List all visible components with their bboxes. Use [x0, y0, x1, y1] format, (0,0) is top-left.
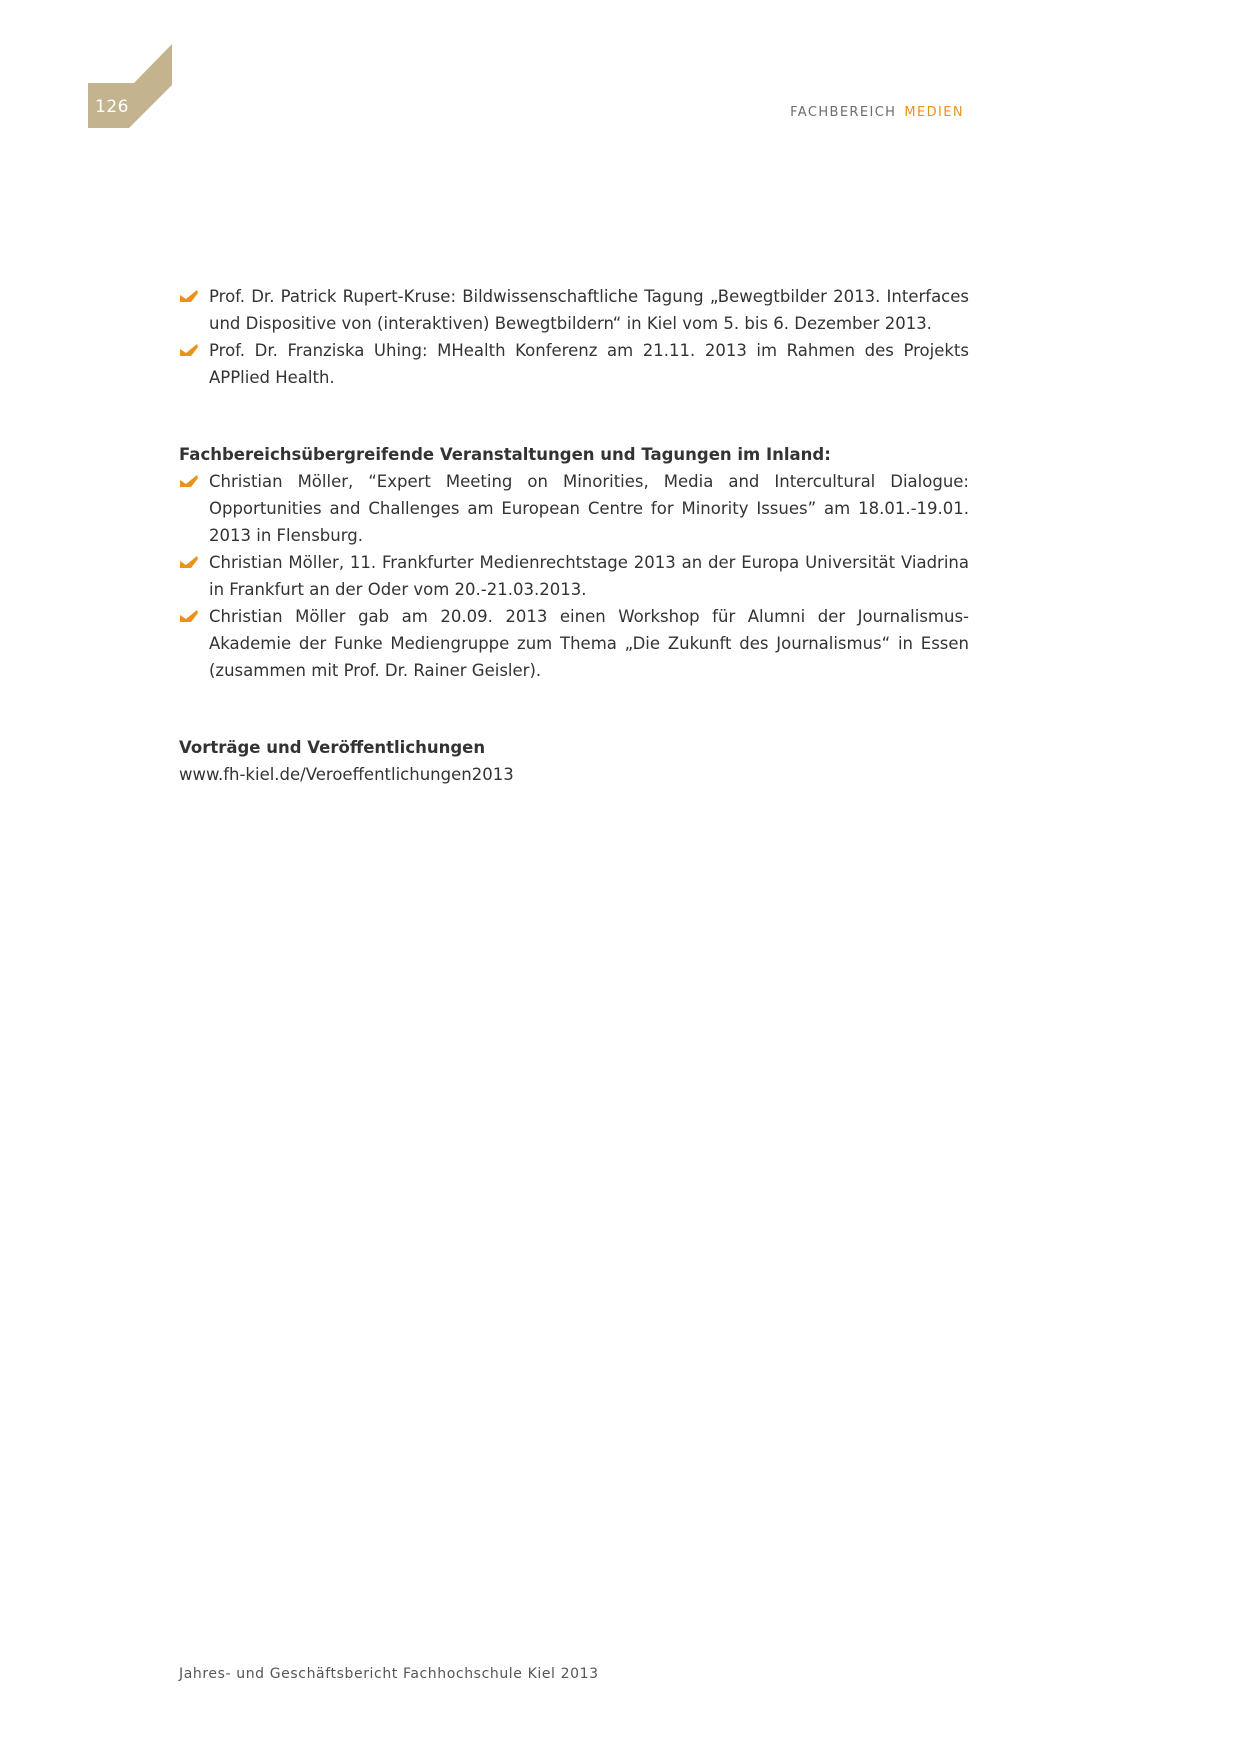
orange-check-arrow-icon [179, 343, 199, 358]
orange-check-arrow-icon [179, 474, 199, 489]
list-item: Prof. Dr. Patrick Rupert-Kruse: Bildwissenschaftliche Tagung „Bewegtbilder 2013. Interfaces und Dispositive von (interaktiven) Bewegtbildern“ in Kiel vom 5. bis 6. Dezember 2013. [179, 283, 969, 337]
main-content [179, 283, 969, 788]
intro-list [179, 283, 969, 391]
inland-section [179, 441, 969, 684]
publications-link[interactable]: www.fh-kiel.de/Veroeffentlichungen2013 [179, 765, 514, 784]
section-heading: Fachbereichsübergreifende Veranstaltungen und Tagungen im Inland: [179, 445, 831, 464]
publications-section [179, 734, 969, 788]
page-number: 126 [95, 97, 129, 117]
list-item: Prof. Dr. Franziska Uhing: MHealth Konferenz am 21.11. 2013 im Rahmen des Projekts APPlied Health. [179, 337, 969, 391]
orange-check-arrow-icon [179, 609, 199, 624]
orange-check-arrow-icon [179, 555, 199, 570]
header-accent: MEDIEN [904, 105, 964, 120]
section-heading: Vorträge und Veröffentlichungen [179, 738, 486, 757]
list-item: Christian Möller, 11. Frankfurter Medienrechtstage 2013 an der Europa Universität Viadrina in Frankfurt an der Oder vom 20.-21.03.2013. [179, 549, 969, 603]
header-label: FACHBEREICH [790, 105, 897, 120]
list-item: Christian Möller gab am 20.09. 2013 einen Workshop für Alumni der Journalismus-Akademie der Funke Mediengruppe zum Thema „Die Zukunft des Journalismus“ in Essen (zusammen mit Prof. Dr. Rainer Geisler). [179, 603, 969, 684]
list-item: Christian Möller, “Expert Meeting on Minorities, Media and Intercultural Dialogue: Opportunities and Challenges am European Centre for Minority Issues” am 18.01.-19.01. 2013 in Flensburg. [179, 468, 969, 549]
orange-check-arrow-icon [179, 289, 199, 304]
page-number-badge [88, 44, 173, 128]
page-footer: Jahres- und Geschäftsbericht Fachhochschule Kiel 2013 [179, 1666, 599, 1682]
section-header [790, 105, 964, 120]
